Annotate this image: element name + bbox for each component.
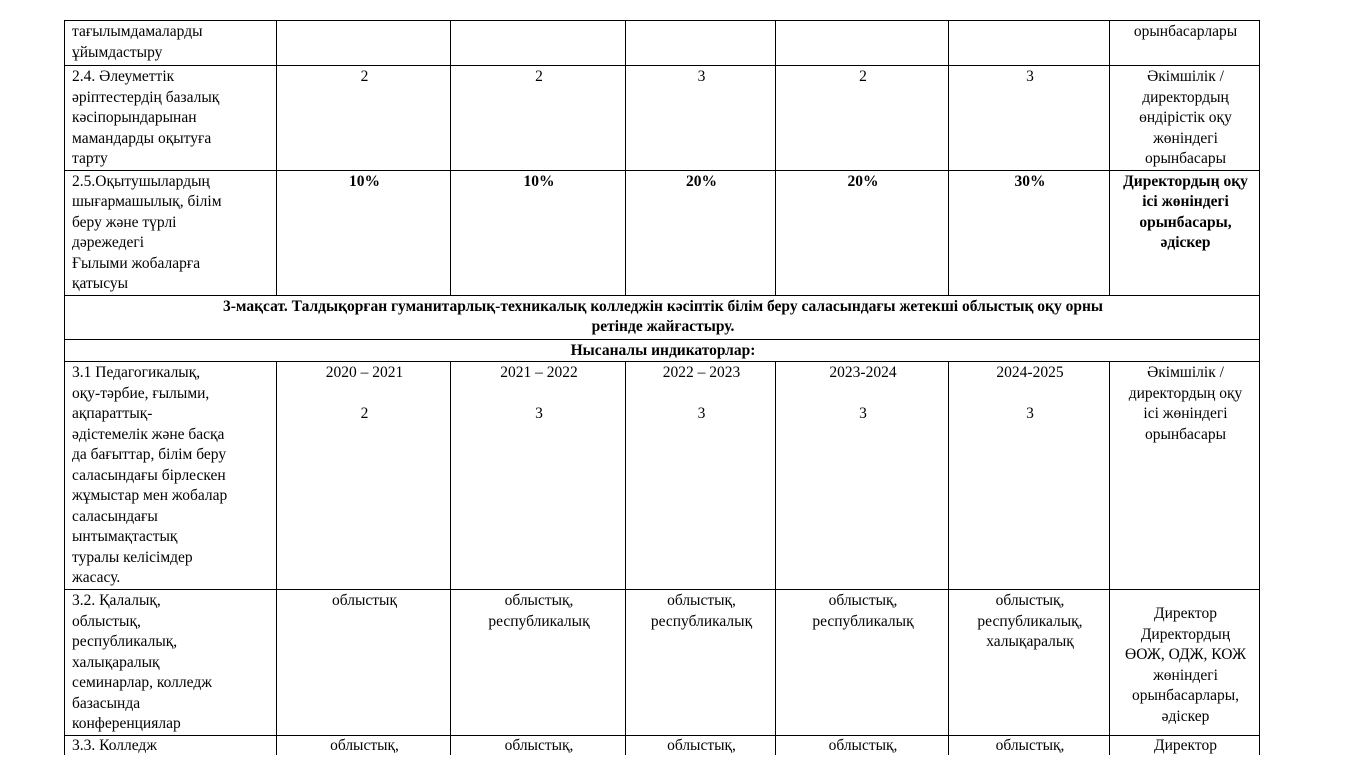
- responsible-cell: Әкімшілік / директордың өндірістік оқу жөніндегі орынбасары: [1110, 66, 1260, 171]
- value-cell: 30%: [949, 170, 1110, 295]
- value-cell: 3: [626, 66, 776, 171]
- value-cell: 2: [277, 66, 451, 171]
- responsible-cell: Әкімшілік / директордың оқу ісі жөніндегі орынбасары: [1110, 362, 1260, 590]
- value-cell: 10%: [277, 170, 451, 295]
- value-cell: облыстық: [277, 590, 451, 736]
- responsible-cell: орынбасарлары: [1110, 21, 1260, 66]
- value-cell: облыстық, республикалық, халықаралық: [949, 590, 1110, 736]
- value-cell: [626, 21, 776, 66]
- value-cell: 10%: [451, 170, 626, 295]
- table-row: [65, 339, 1260, 362]
- responsible-cell: Директор Директордың ӨОЖ, ОДЖ, КОЖ жөніндегі орынбасарлары, әдіскер: [1110, 590, 1260, 736]
- value-cell: облыстық,: [451, 735, 626, 755]
- value-cell: [277, 21, 451, 66]
- value-cell: облыстық,: [776, 735, 949, 755]
- value-cell: 20%: [626, 170, 776, 295]
- value-cell: облыстық,: [949, 735, 1110, 755]
- value-cell: облыстық,: [626, 735, 776, 755]
- value-cell: 3: [949, 66, 1110, 171]
- indicator-cell: 3.1 Педагогикалық, оқу-тәрбие, ғылыми, ақпараттық- әдістемелік және басқа да бағыттар, білім беру саласындағы бірлескен жұмыстар мен жобалар саласындағы ынтымақтастық туралы келісімдер жасасу.: [65, 362, 277, 590]
- value-cell: [451, 21, 626, 66]
- value-cell: облыстық, республикалық: [626, 590, 776, 736]
- value-cell: облыстық,: [277, 735, 451, 755]
- indicator-cell: 2.5.Оқытушылардың шығармашылық, білім беру және түрлі дәрежедегі Ғылыми жобаларға қатысуы: [65, 170, 277, 295]
- indicator-cell: тағылымдамаларды ұйымдастыру: [65, 21, 277, 66]
- table-row: [65, 21, 1260, 66]
- value-cell: 2021 – 2022 3: [451, 362, 626, 590]
- value-cell: 2022 – 2023 3: [626, 362, 776, 590]
- responsible-cell: Директор: [1110, 735, 1260, 755]
- goal-heading: 3-мақсат. Талдықорған гуманитарлық-техникалық колледжін кәсіптік білім беру саласындағы жетекші облыстық оқу орны ретінде жайғастыру.: [65, 295, 1260, 339]
- value-cell: облыстық, республикалық: [776, 590, 949, 736]
- indicator-cell: 2.4. Әлеуметтік әріптестердің базалық кәсіпорындарынан мамандарды оқытуға тарту: [65, 66, 277, 171]
- value-cell: облыстық, республикалық: [451, 590, 626, 736]
- table-row: [65, 295, 1260, 339]
- indicators-heading: Нысаналы индикаторлар:: [65, 339, 1260, 362]
- value-cell: 2024-2025 3: [949, 362, 1110, 590]
- value-cell: 20%: [776, 170, 949, 295]
- value-cell: 2020 – 2021 2: [277, 362, 451, 590]
- table-row: [65, 735, 1260, 755]
- table-row: [65, 362, 1260, 590]
- plan-table: [64, 20, 1260, 755]
- responsible-cell: Директордың оқу ісі жөніндегі орынбасары, әдіскер: [1110, 170, 1260, 295]
- value-cell: 2: [776, 66, 949, 171]
- value-cell: 2023-2024 3: [776, 362, 949, 590]
- indicator-cell: 3.3. Колледж: [65, 735, 277, 755]
- table-row: [65, 170, 1260, 295]
- value-cell: [776, 21, 949, 66]
- indicator-cell: 3.2. Қалалық, облыстық, республикалық, халықаралық семинарлар, колледж базасында конференциялар: [65, 590, 277, 736]
- table-row: [65, 66, 1260, 171]
- table-row: [65, 590, 1260, 736]
- value-cell: 2: [451, 66, 626, 171]
- value-cell: [949, 21, 1110, 66]
